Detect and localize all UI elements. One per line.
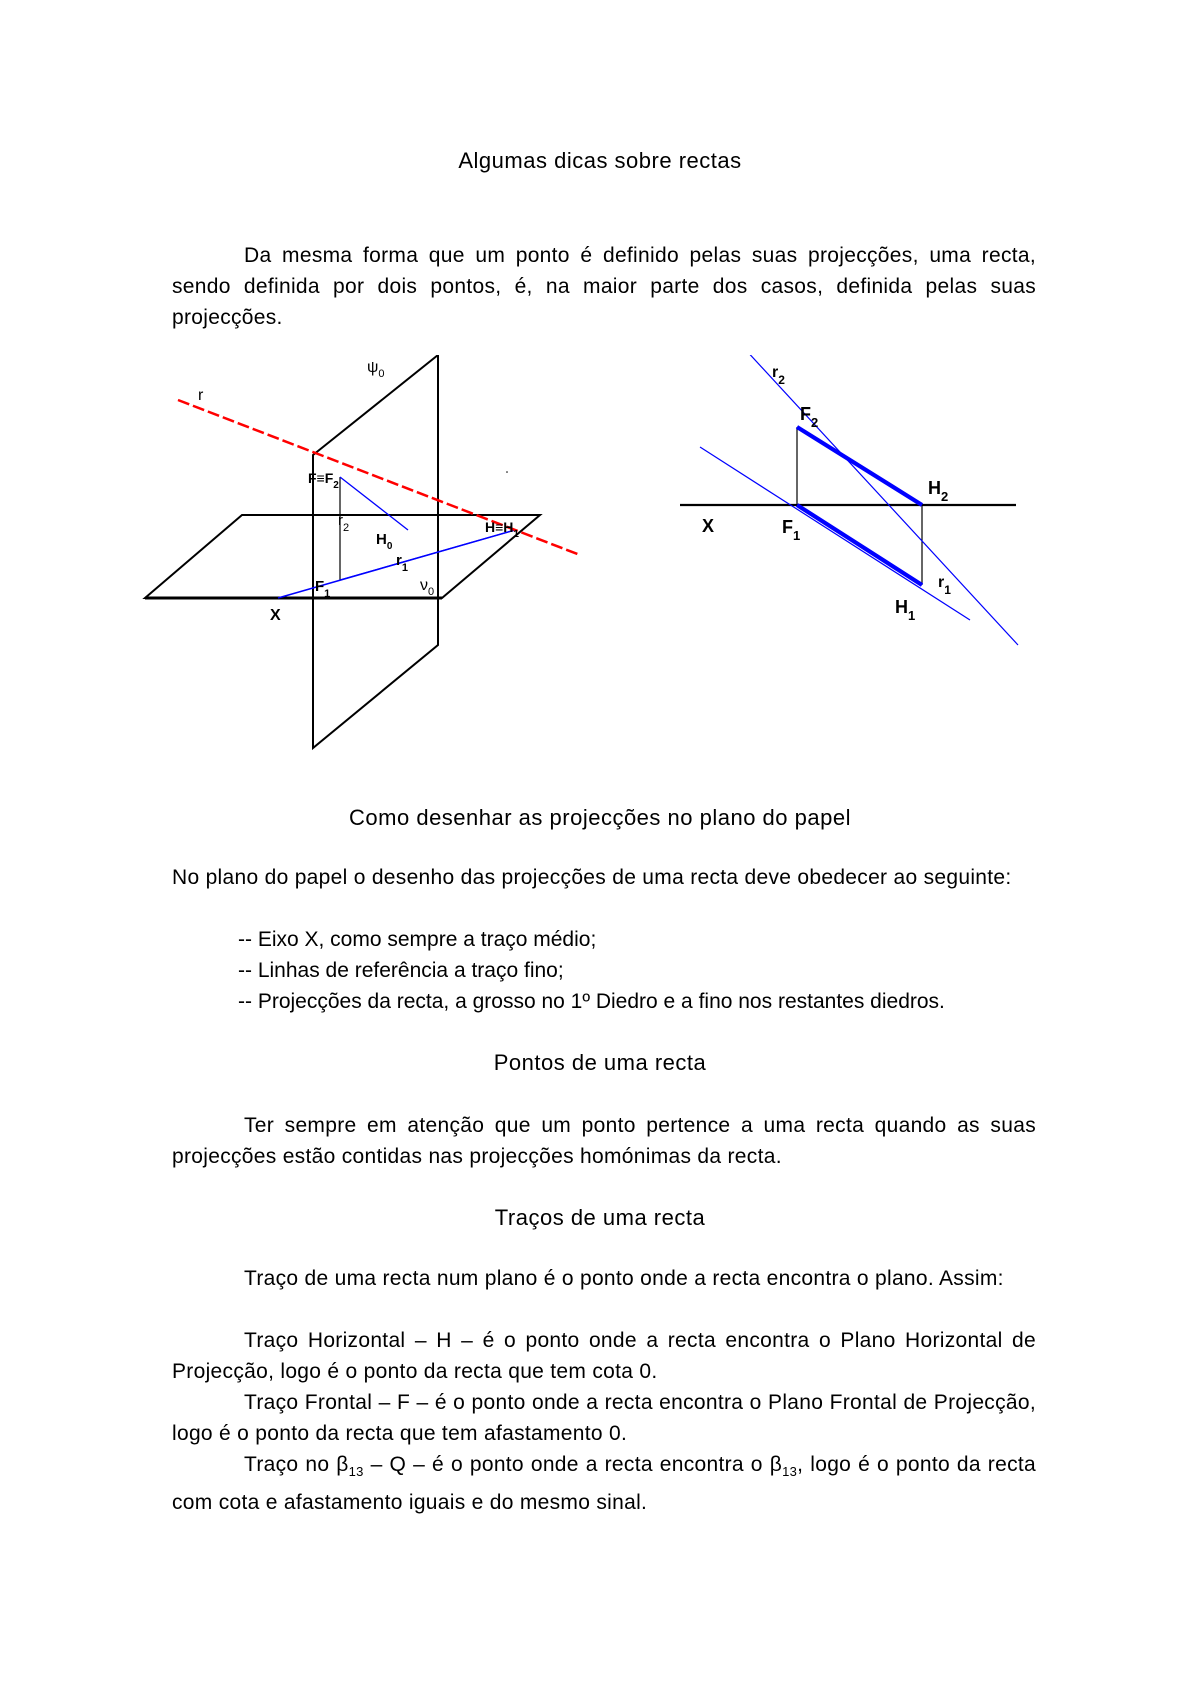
label-r1: $r_1$ — [396, 552, 408, 574]
label-r2: $r_2$ — [338, 512, 350, 534]
intro-paragraph: Da mesma forma que um ponto é definido pelas suas projecções, uma recta, sendo definida por dois pontos, é, na maior parte dos casos, definida pelas suas projecções. — [172, 244, 1036, 329]
stray-dot — [506, 471, 508, 473]
label-r2: $r_2$ — [772, 364, 785, 387]
label-f-equals-f2: $F\equiv F_2$ — [308, 470, 339, 491]
label-x: X — [702, 516, 715, 536]
list-item: -- Linhas de referência a traço fino; — [238, 959, 564, 982]
projection-r2-thin — [732, 355, 1018, 645]
page-title: Algumas dicas sobre rectas — [458, 148, 742, 173]
projection-f1-h — [340, 530, 515, 580]
horizontal-trace-text: Traço Horizontal – H – é o ponto onde a recta encontra o Plano Horizontal de Projecção, logo é o ponto da recta que tem cota 0. — [172, 1329, 1036, 1383]
label-x: X — [270, 607, 281, 624]
label-f1: $F_1$ — [782, 517, 801, 543]
projection-r1-thin — [700, 447, 970, 620]
projection-r1-thick — [797, 505, 922, 585]
list-item: -- Eixo X, como sempre a traço médio; — [238, 928, 597, 951]
label-psi0: $\psi_0$ — [367, 359, 385, 380]
section-points-text: Ter sempre em atenção que um ponto pertence a uma recta quando as suas projecções estão contidas nas projecções homónimas da recta. — [172, 1114, 1036, 1168]
section-heading-traces: Traços de uma recta — [494, 1205, 706, 1230]
figure-2d-projections — [680, 355, 1030, 655]
frontal-trace-text: Traço Frontal – F – é o ponto onde a recta encontra o Plano Frontal de Projecção, logo é o ponto da recta que tem afastamento 0. — [172, 1391, 1036, 1445]
section-heading-drawing: Como desenhar as projecções no plano do papel — [349, 805, 851, 830]
label-h2: $H_2$ — [928, 478, 949, 504]
section-heading-points: Pontos de uma recta — [493, 1050, 707, 1075]
list-item: -- Projecções da recta, a grosso no 1º Diedro e a fino nos restantes diedros. — [238, 990, 945, 1013]
beta13-trace-text: Traço no $\beta_{13}$ – Q – é o ponto onde a recta encontra o $\beta_{13}$, logo é o ponto da recta com cota e afastamento iguais e do mesmo sinal. — [172, 1453, 1036, 1515]
label-f2: $F_2$ — [800, 404, 819, 430]
label-nu0: $\nu_0$ — [420, 577, 435, 598]
figure-3d-perspective — [130, 355, 620, 755]
label-h0: $H_0$ — [376, 531, 393, 552]
label-f1: $F_1$ — [315, 578, 331, 600]
frontal-plane — [313, 355, 438, 748]
label-h1: $H_1$ — [895, 597, 916, 623]
drawing-rules-list — [238, 924, 1038, 1017]
section-drawing-text: No plano do papel o desenho das projecções de uma recta deve obedecer ao seguinte: — [172, 866, 1012, 889]
label-r: r — [198, 387, 204, 404]
label-r1: $r_1$ — [938, 574, 951, 597]
label-h-equals-h1: $H\equiv H_1$ — [485, 519, 519, 540]
projection-r2-thick — [797, 427, 922, 505]
traces-intro-text: Traço de uma recta num plano é o ponto onde a recta encontra o plano. Assim: — [244, 1267, 1004, 1290]
